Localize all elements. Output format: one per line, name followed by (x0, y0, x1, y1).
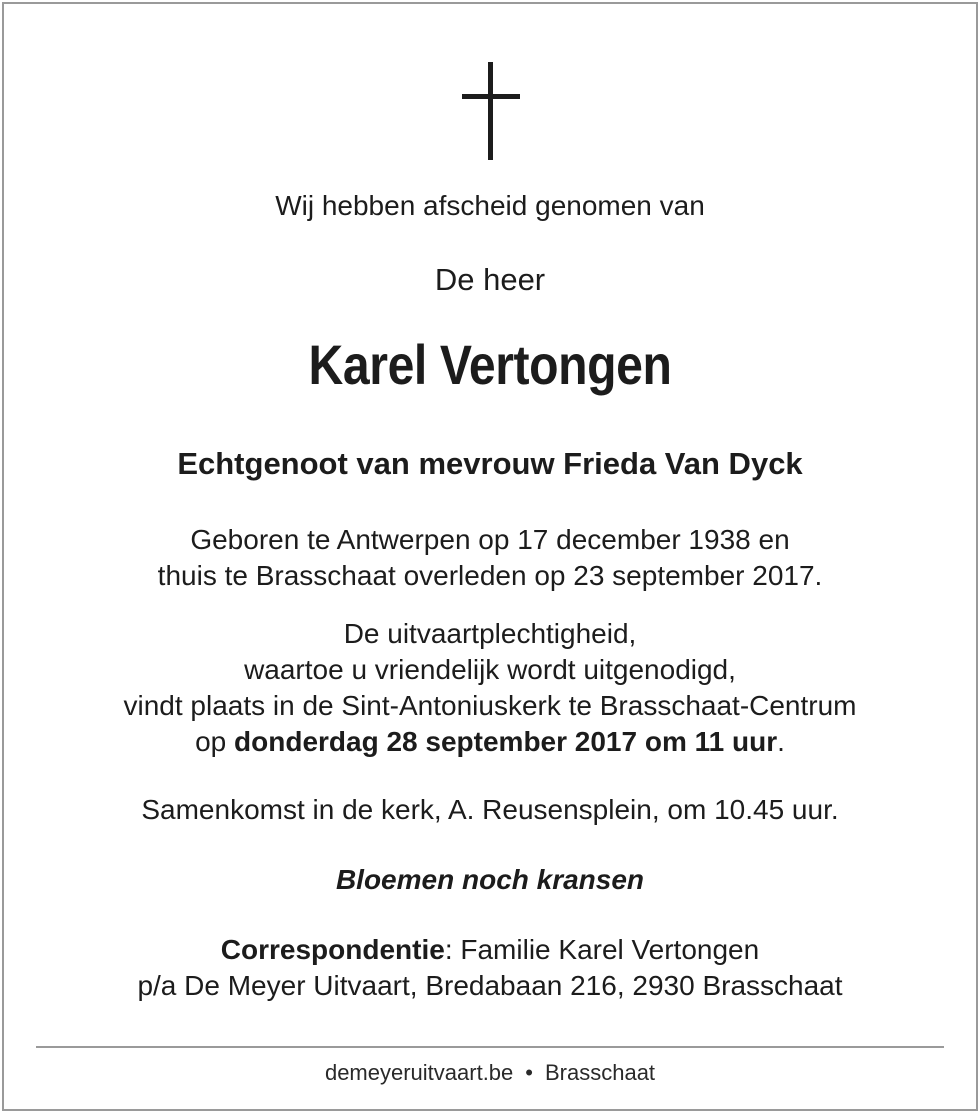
ceremony-line-2: waartoe u vriendelijk wordt uitgenodigd, (244, 654, 736, 685)
latin-cross-icon (462, 62, 520, 160)
deceased-name: Karel Vertongen (308, 333, 672, 396)
honorific: De heer (434, 262, 546, 297)
correspondence-address: p/a De Meyer Uitvaart, Bredabaan 216, 2930 Brasschaat (137, 970, 843, 1001)
ceremony-line-3: vindt plaats in de Sint-Antoniuskerk te Brasschaat-Centrum (123, 690, 857, 721)
ceremony-date-line (0, 724, 980, 760)
footer-location: Brasschaat (544, 1060, 656, 1085)
footer-website: demeyeruitvaart.be (324, 1060, 514, 1085)
correspondence-block (0, 932, 980, 1004)
ceremony-block (0, 616, 980, 760)
birth-death-block (0, 522, 980, 594)
correspondence-line (0, 932, 980, 968)
correspondence-label: Correspondentie (220, 934, 445, 965)
death-line: thuis te Brasschaat overleden op 23 september 2017. (157, 560, 823, 591)
correspondence-separator: : (444, 934, 461, 965)
ceremony-date-suffix: . (777, 726, 785, 757)
correspondence-recipient: Familie Karel Vertongen (460, 934, 760, 965)
meeting-line: Samenkomst in de kerk, A. Reusensplein, om 10.45 uur. (141, 794, 839, 825)
ceremony-line-1: De uitvaartplechtigheid, (343, 618, 637, 649)
bullet-separator: • (525, 1060, 533, 1085)
birth-line: Geboren te Antwerpen op 17 december 1938 en (190, 524, 790, 555)
footer-divider (36, 1046, 944, 1048)
footer (0, 1060, 980, 1086)
spouse-line: Echtgenoot van mevrouw Frieda Van Dyck (177, 446, 803, 481)
intro-text: Wij hebben afscheid genomen van (275, 190, 705, 221)
ceremony-date: donderdag 28 september 2017 om 11 uur (234, 726, 778, 757)
ceremony-date-prefix: op (195, 726, 235, 757)
flowers-note: Bloemen noch kransen (335, 864, 645, 895)
